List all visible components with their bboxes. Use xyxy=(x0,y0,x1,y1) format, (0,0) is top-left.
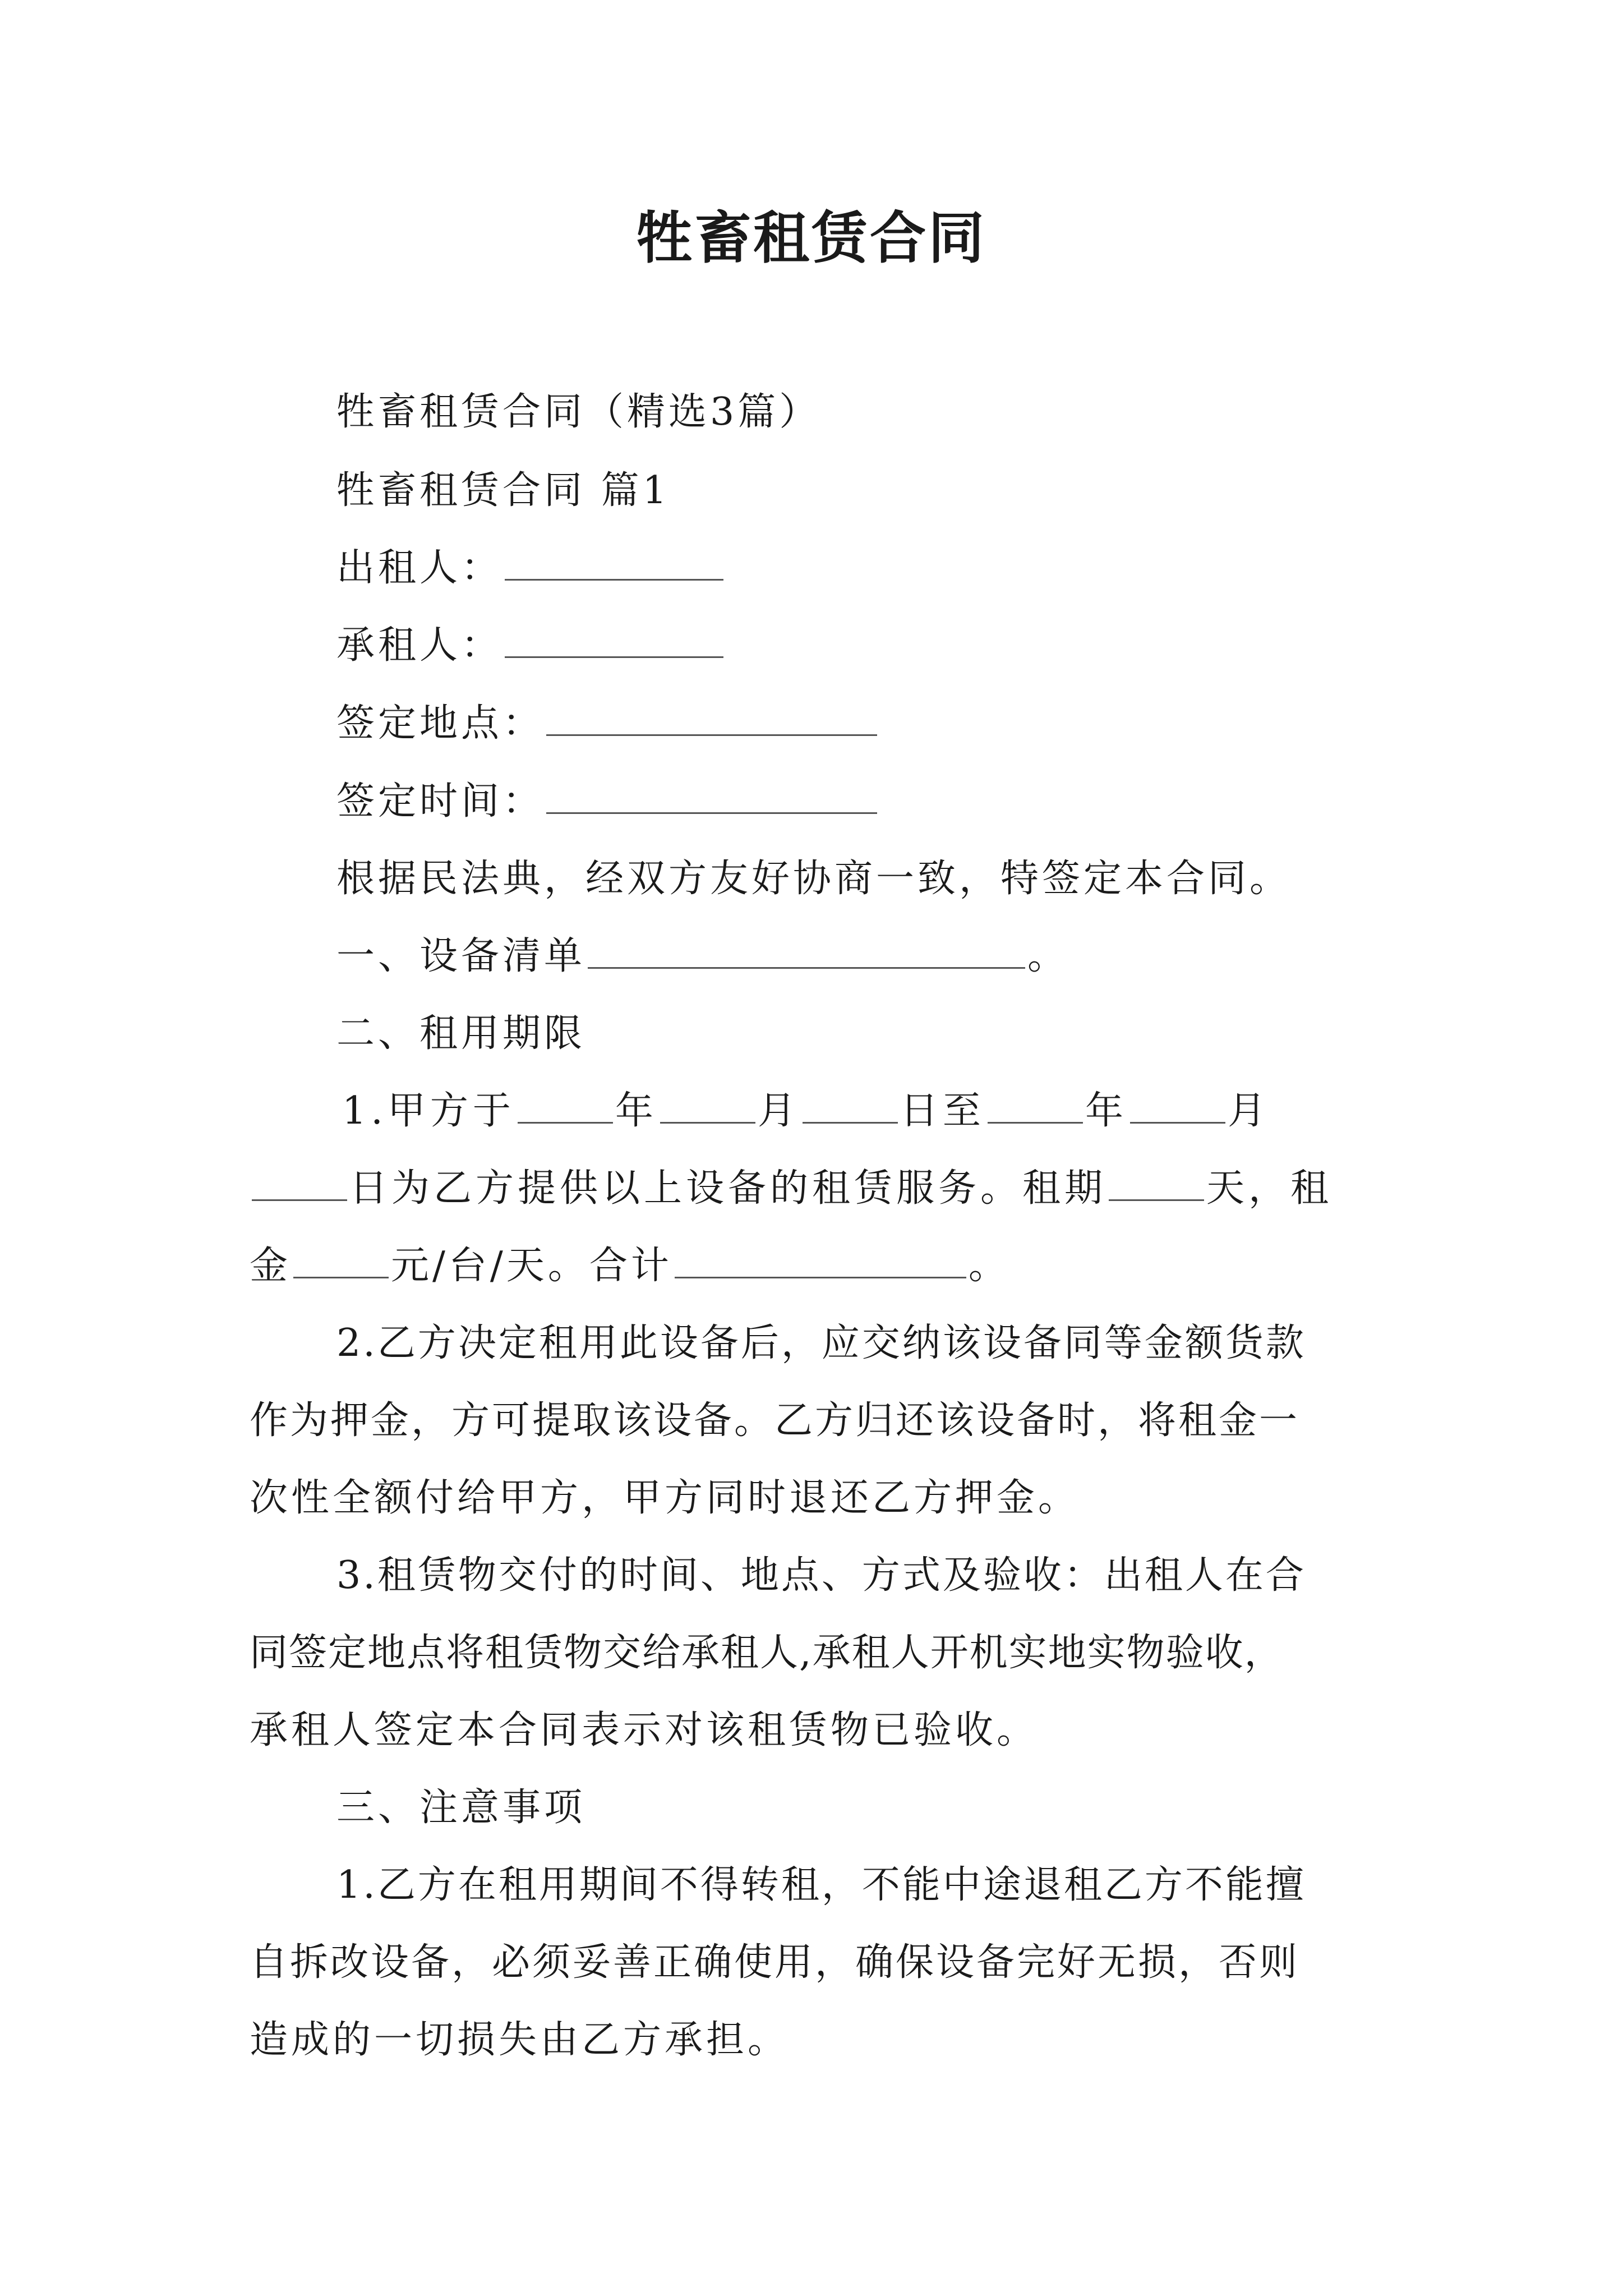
lessor-label: 出租人： xyxy=(336,546,503,590)
sign-time-label: 签定时间： xyxy=(336,779,545,823)
sign-time-line xyxy=(336,776,879,827)
clause23-line3: 承租人签定本合同表示对该租赁物已验收。 xyxy=(250,1708,1039,1752)
clause21-prefix: 1.甲方于 xyxy=(342,1089,515,1133)
clause21-line3 xyxy=(250,1241,1010,1291)
gold-label: 金 xyxy=(250,1244,292,1288)
rental-days-blank xyxy=(1109,1166,1204,1201)
month-label: 月 xyxy=(757,1089,800,1133)
clause23-line2: 同签定地点将租赁物交给承租人,承租人开机实地实物验收， xyxy=(250,1631,1284,1675)
end-year-blank xyxy=(988,1088,1083,1124)
unit-label: 元/台/天。合计 xyxy=(391,1244,672,1288)
clause22-line2: 作为押金，方可提取该设备。乙方归还该设备时，将租金一 xyxy=(250,1398,1300,1443)
month-label-2: 月 xyxy=(1227,1089,1270,1133)
sign-place-label: 签定地点： xyxy=(336,701,545,746)
part-heading: 牲畜租赁合同 篇1 xyxy=(336,468,670,513)
clause21-text: 日为乙方提供以上设备的租赁服务。租期 xyxy=(349,1166,1107,1211)
section1-end: 。 xyxy=(1027,934,1069,978)
clause22-line3: 次性全额付给甲方，甲方同时退还乙方押金。 xyxy=(250,1476,1080,1520)
lessee-blank xyxy=(505,623,723,658)
lessee-label: 承租人： xyxy=(336,623,503,668)
lessee-line xyxy=(336,620,726,671)
start-month-blank xyxy=(660,1088,755,1124)
section1-label: 一、设备清单 xyxy=(336,934,586,978)
total-blank xyxy=(675,1243,966,1278)
equipment-list-blank xyxy=(588,933,1025,969)
clause21-line2 xyxy=(250,1163,1332,1214)
clause22-line1: 2.乙方决定租用此设备后，应交纳该设备同等金额货款 xyxy=(336,1321,1306,1365)
subtitle: 牲畜租赁合同（精选3篇） xyxy=(336,390,821,434)
start-day-blank xyxy=(803,1088,898,1124)
document-title: 牲畜租赁合同 xyxy=(637,205,986,271)
clause31-line2: 自拆改设备，必须妥善正确使用，确保设备完好无损，否则 xyxy=(250,1940,1300,1985)
sign-place-blank xyxy=(546,701,877,736)
clause21-line1 xyxy=(342,1086,1270,1137)
sign-time-blank xyxy=(546,779,877,814)
preamble: 根据民法典，经双方友好协商一致，特签定本合同。 xyxy=(336,857,1292,901)
end-month-blank xyxy=(1130,1088,1225,1124)
day-to-label: 日至 xyxy=(900,1089,985,1133)
clause31-line3: 造成的一切损失由乙方承担。 xyxy=(250,2018,790,2062)
section2-label: 二、租用期限 xyxy=(336,1011,586,1056)
year-label: 年 xyxy=(615,1089,658,1133)
end-day-blank xyxy=(252,1166,347,1201)
clause21-end: 。 xyxy=(968,1244,1010,1288)
clause23-line1: 3.租赁物交付的时间、地点、方式及验收：出租人在合 xyxy=(336,1553,1306,1598)
sign-place-line xyxy=(336,698,879,749)
start-year-blank xyxy=(518,1088,613,1124)
clause31-line1: 1.乙方在租用期间不得转租，不能中途退租乙方不能擅 xyxy=(336,1863,1306,1907)
section1-line xyxy=(336,931,1069,982)
rent-price-blank xyxy=(293,1243,389,1278)
lessor-line xyxy=(336,543,726,593)
days-label: 天，租 xyxy=(1206,1166,1333,1211)
year-label-2: 年 xyxy=(1085,1089,1128,1133)
lessor-blank xyxy=(505,545,723,581)
section3-label: 三、注意事项 xyxy=(336,1786,586,1830)
